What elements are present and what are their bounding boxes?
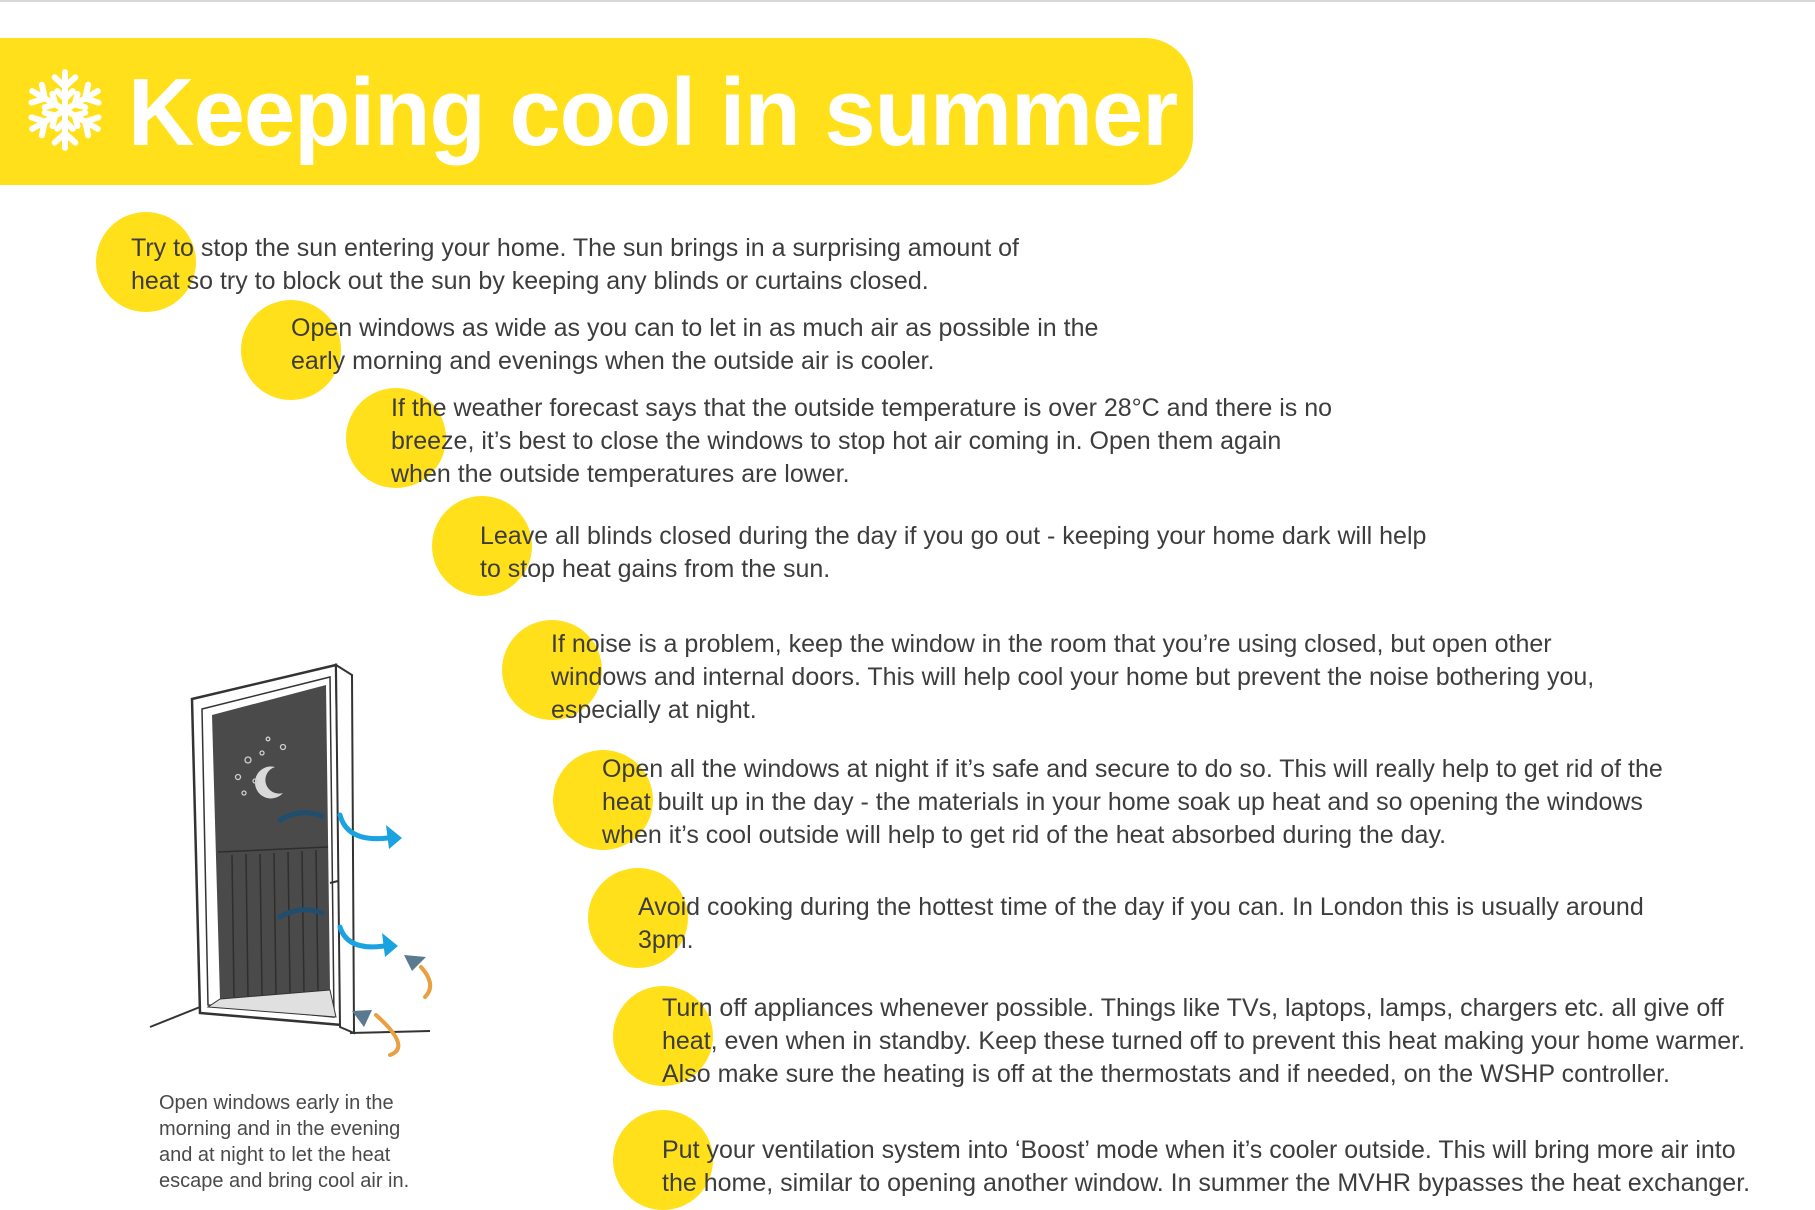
tip-line: Leave all blinds closed during the day if you go out - keeping your home dark will help [480, 522, 1427, 550]
tip-line: the home, similar to opening another window. In summer the MVHR bypasses the heat exchanger. [662, 1169, 1751, 1197]
tip-line: heat, even when in standby. Keep these turned off to prevent this heat making your home warmer. [662, 1027, 1746, 1055]
tip-line: Open all the windows at night if it’s safe and secure to do so. This will really help to get rid of the [602, 755, 1663, 783]
caption-line: escape and bring cool air in. [159, 1170, 410, 1192]
tip-text [602, 753, 1663, 852]
open-door-night-icon [140, 655, 440, 1075]
tip-text [551, 628, 1594, 727]
caption-line: Open windows early in the [159, 1092, 394, 1114]
tip-text [662, 1134, 1750, 1200]
tip-line: when it’s cool outside will help to get rid of the heat absorbed during the day. [602, 821, 1447, 849]
tip-line: to stop heat gains from the sun. [480, 555, 831, 583]
tip-line: If noise is a problem, keep the window in the room that you’re using closed, but open other [551, 630, 1552, 658]
tip-text [391, 392, 1332, 491]
tip-line: early morning and evenings when the outside air is cooler. [291, 347, 935, 375]
tip-line: when the outside temperatures are lower. [391, 460, 850, 488]
tip-text [638, 891, 1644, 957]
tip-line: Open windows as wide as you can to let in as much air as possible in the [291, 314, 1099, 342]
tip-line: 3pm. [638, 926, 694, 954]
tip-line: especially at night. [551, 696, 757, 724]
top-divider [0, 0, 1815, 2]
tip-line: breeze, it’s best to close the windows to stop hot air coming in. Open them again [391, 427, 1282, 455]
tip-text [291, 312, 1098, 378]
tip-line: Put your ventilation system into ‘Boost’ mode when it’s cooler outside. This will bring more air into [662, 1136, 1736, 1164]
illustration-caption [159, 1090, 409, 1194]
tip-text [480, 520, 1426, 586]
tip-line: Avoid cooking during the hottest time of the day if you can. In London this is usually around [638, 893, 1644, 921]
tip-line: Turn off appliances whenever possible. Things like TVs, laptops, lamps, chargers etc. all give off [662, 994, 1724, 1022]
snowflake-icon [22, 64, 108, 156]
tip-line: Also make sure the heating is off at the thermostats and if needed, on the WSHP controller. [662, 1060, 1670, 1088]
tip-text [131, 232, 1019, 298]
page-title: Keeping cool in summer [128, 59, 1178, 166]
caption-line: and at night to let the heat [159, 1144, 391, 1166]
tip-line: Try to stop the sun entering your home. The sun brings in a surprising amount of [131, 234, 1019, 262]
tip-text [662, 992, 1745, 1091]
tip-line: windows and internal doors. This will help cool your home but prevent the noise bothering you, [551, 663, 1595, 691]
tip-line: If the weather forecast says that the outside temperature is over 28°C and there is no [391, 394, 1333, 422]
tip-line: heat built up in the day - the materials in your home soak up heat and so opening the windows [602, 788, 1643, 816]
tip-line: heat so try to block out the sun by keeping any blinds or curtains closed. [131, 267, 929, 295]
caption-line: morning and in the evening [159, 1118, 401, 1140]
